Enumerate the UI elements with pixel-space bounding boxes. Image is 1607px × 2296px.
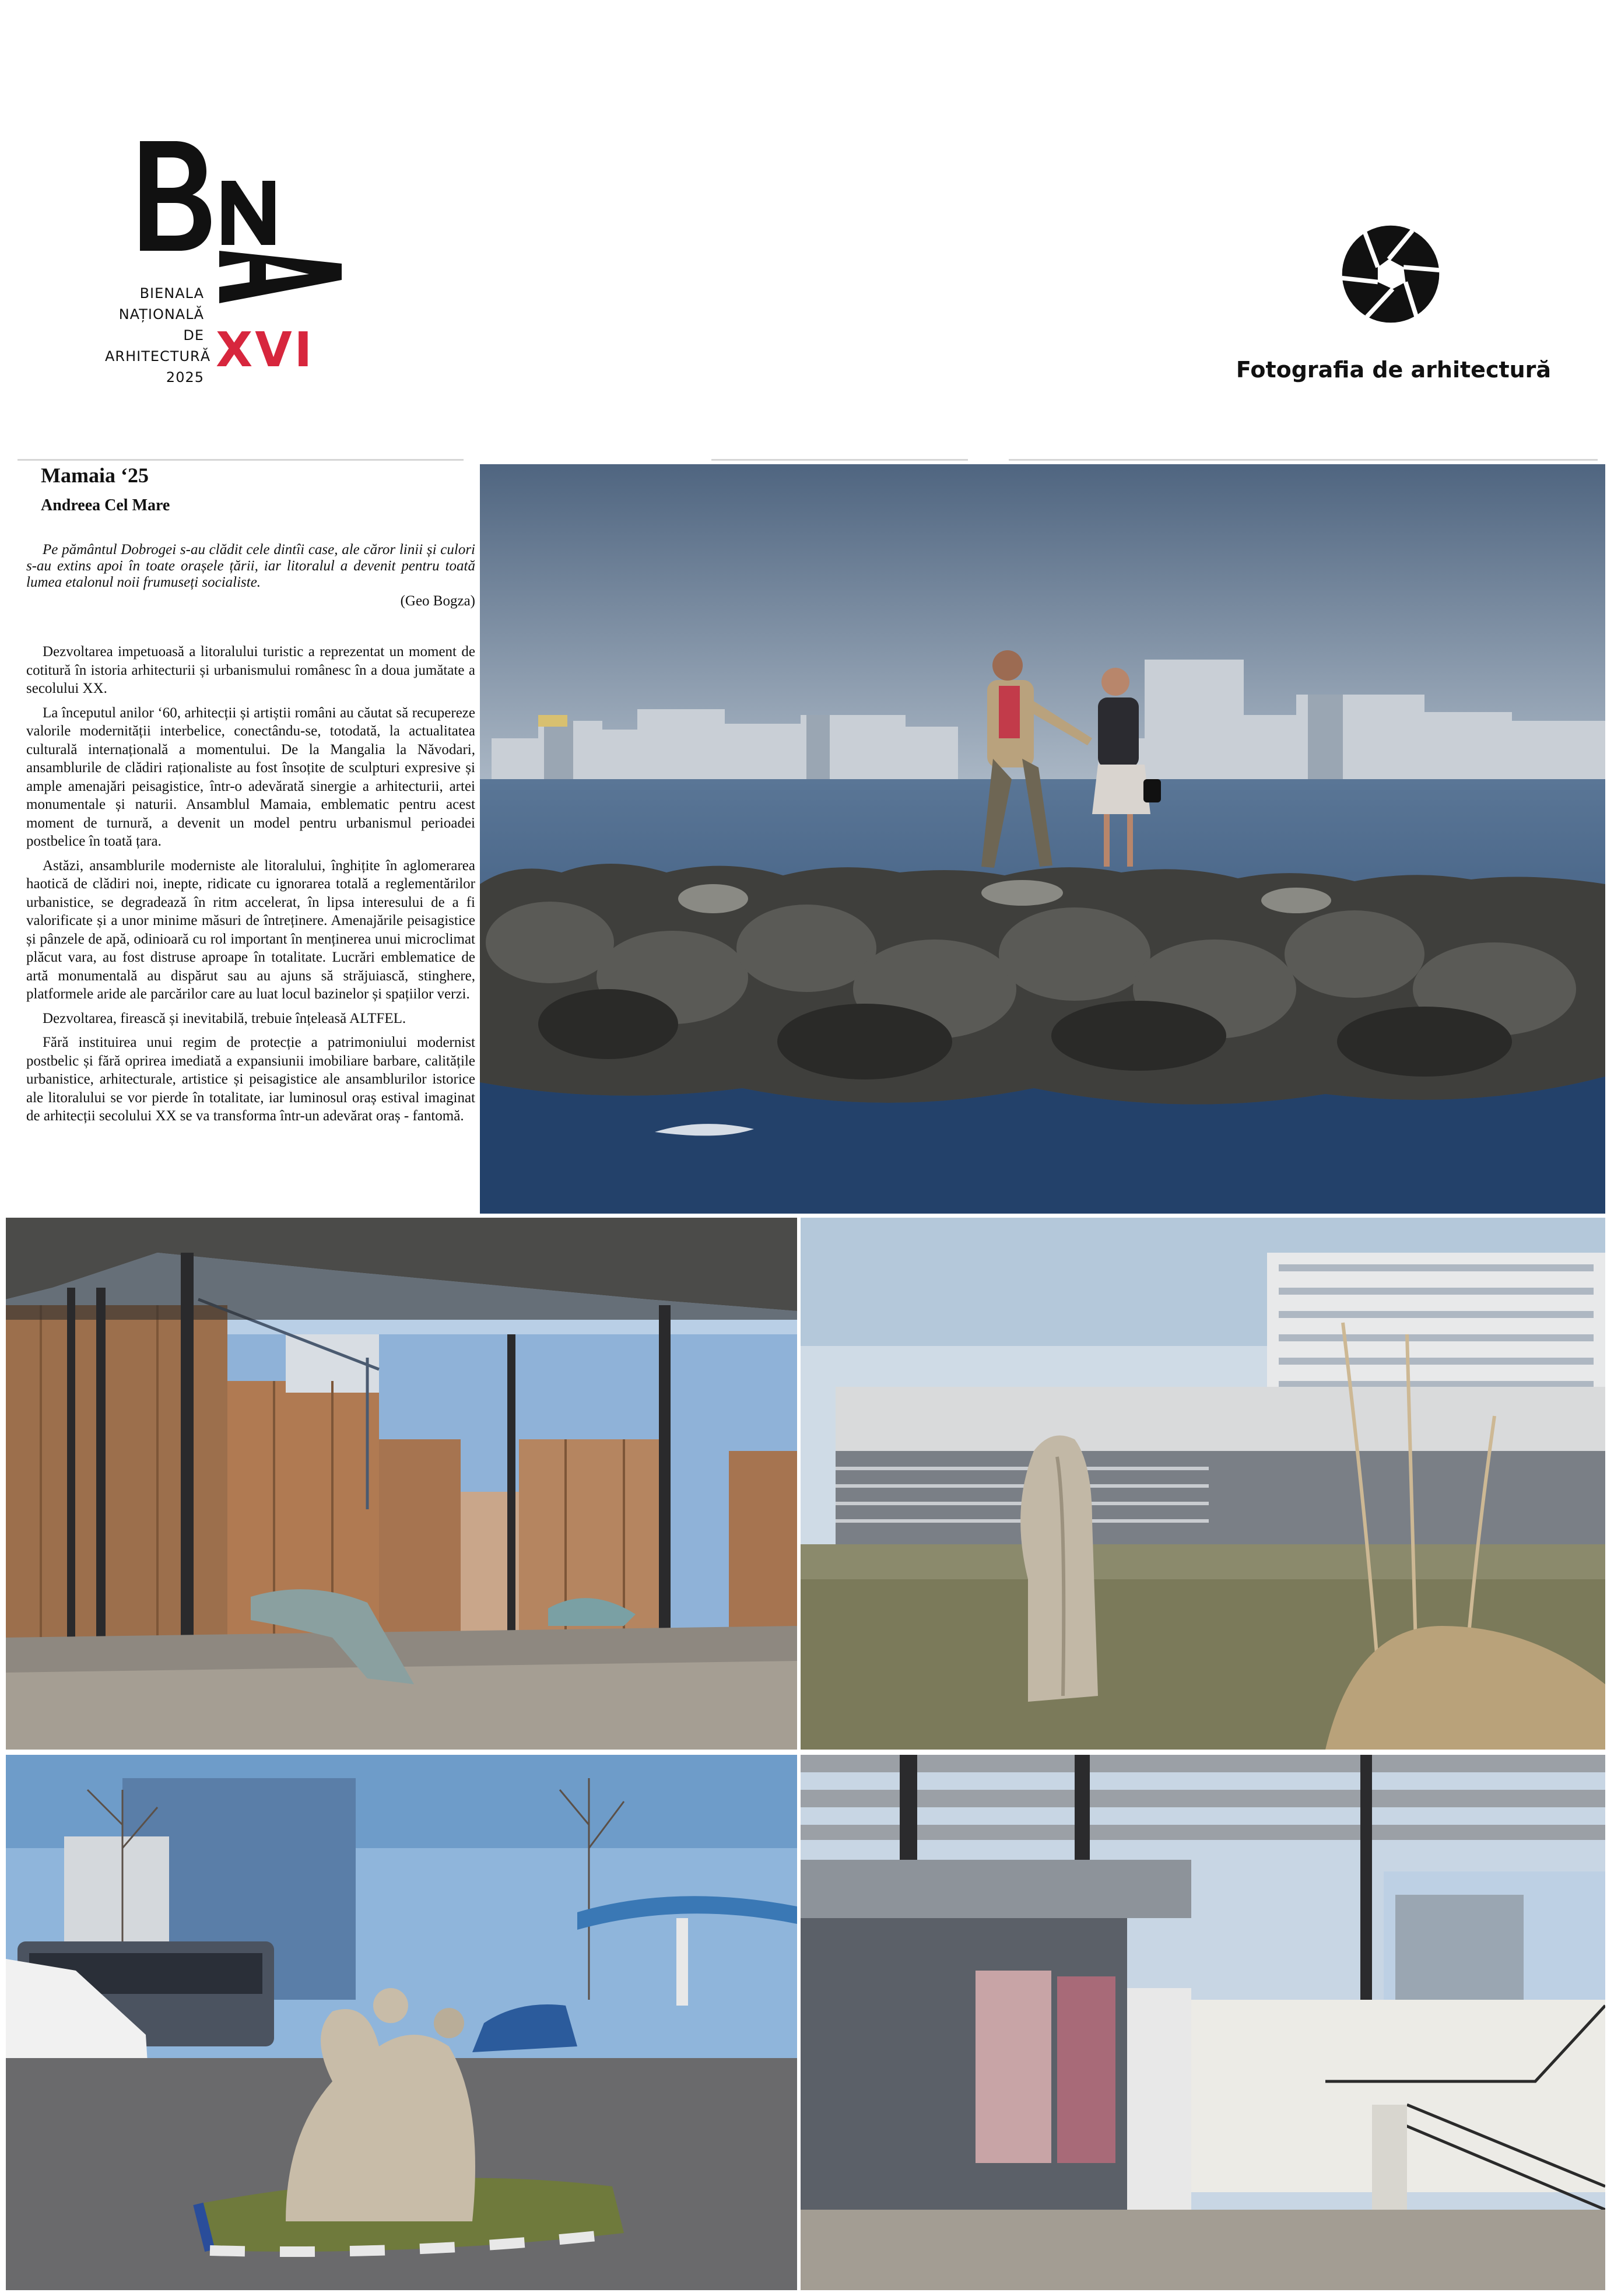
photo-breakwater-couple: [480, 464, 1605, 1214]
header-divider: [17, 459, 464, 461]
caption-line: 2025: [166, 369, 204, 385]
bna-edition-number: XVI: [216, 323, 315, 378]
article-author: Andreea Cel Mare: [41, 496, 170, 514]
epigraph: Pe pământul Dobrogei s-au clădit cele dintîi case, ale căror linii și culori s-au extins apoi în toate orașele țării, iar litoralul a devenit pentru toată lumea etalonul noii frumuseți socialiste.: [26, 542, 475, 590]
article-paragraph: La începutul anilor ‘60, arhitecții și artiștii români au căutat să recupereze valorile modernității interbelice, conectându-se, totodată, la actualitatea culturală internațională a momentului. De la Mangalia la Năvodari, ansamblurile de clădiri raționaliste au fost însoțite de sculpturi expresive și ample amenajări peisagistice, într-o adevărată sinergie a arhitecturii, artei monumentale și naturii. Ansamblul Mamaia, emblematic pentru acest moment de turnură, a devenit un model pentru urbanismul perioadei postbelice în toată țara.: [26, 704, 475, 849]
caption-line: DE: [183, 327, 204, 343]
section-label: Fotografia de arhitectură: [1236, 357, 1552, 383]
caption-line: ARHITECTURĂ: [105, 348, 211, 364]
epigraph-source: (Geo Bogza): [400, 593, 475, 609]
article-paragraph: Astăzi, ansamblurile moderniste ale litoralului, înghițite în aglomerarea haotică de clădiri noi, inepte, ridicate cu ignorarea totală a reglementărilor urbanistice, se degradează în ritm accelerat, în lipsa interesului de a fi valorificate și a unor minime măsuri de întreținere. Amenajările peisagistice și pânzele de apă, odinioară cu rol important în menținerea unui microclimat plăcut vara, au fost distruse aproape în totalitate. Lucrări emblematice de artă monumentală au dispărut sau au ajuns să străjuiască, stinghere, platformele aride ale parcărilor care au luat locul bazinelor și spațiilor verzi.: [26, 857, 475, 1002]
photo-sculpture-parking: [6, 1755, 797, 2290]
article-paragraph: Dezvoltarea impetuoasă a litoralului turistic a reprezentat un moment de cotitură în istoria arhitecturii și urbanismului românesc în a doua jumătate a secolului XX.: [26, 644, 475, 696]
article-body: [26, 643, 475, 1126]
article: [26, 462, 475, 1215]
article-paragraph: Fără instituirea unui regim de protecție a patrimoniului modernist postbelic și fără oprirea imediată a expansiunii imobiliare barbare, calitățile urbanistice, arhitecturale, artistice și peisagistice ale ansamblurilor istorice ale litoralului se vor pierde în totalitate, iar luminosul oraș estival imaginat de arhitecții secolului XX se va transforma într-un adevărat oraș - fantomă.: [26, 1035, 475, 1124]
bna-caption: [105, 283, 211, 388]
photo-pergola-staircase: [801, 1755, 1605, 2290]
camera-shutter-icon: [1341, 225, 1440, 324]
header-divider: [1009, 459, 1598, 461]
article-title: Mamaia ‘25: [41, 464, 149, 487]
photo-brick-colonnade: [6, 1218, 797, 1750]
caption-line: BIENALA: [139, 285, 204, 302]
bna-logo: [105, 134, 356, 408]
caption-line: NAȚIONALĂ: [118, 306, 204, 323]
article-paragraph: Dezvoltarea, firească și inevitabilă, trebuie înțeleasă ALTFEL.: [43, 1010, 406, 1026]
photo-stone-statue-reeds: [801, 1218, 1605, 1750]
header-divider: [711, 459, 968, 461]
